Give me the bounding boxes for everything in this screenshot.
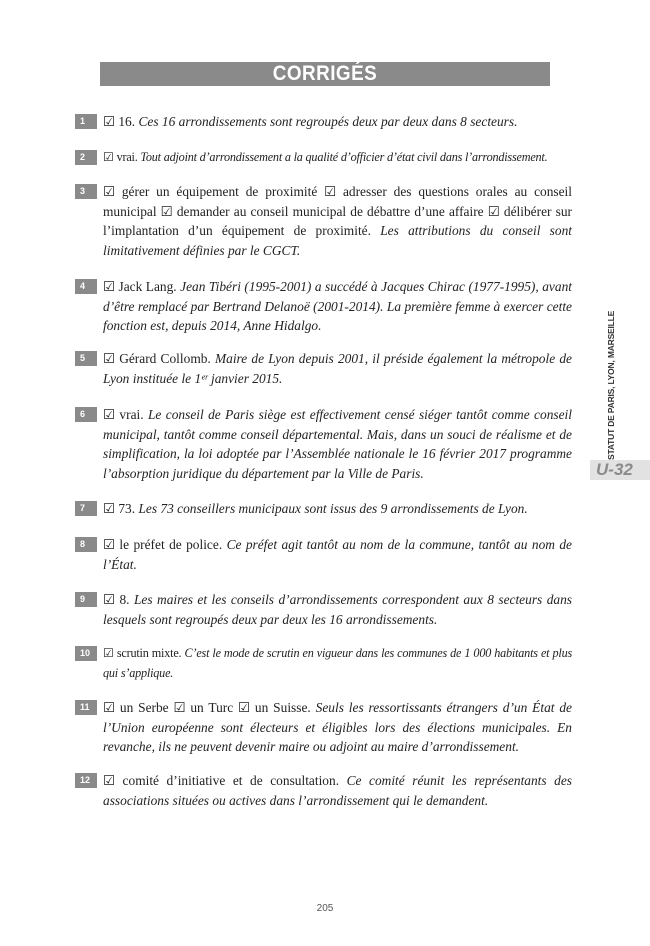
answer-item xyxy=(75,277,572,336)
answer-text xyxy=(103,277,572,336)
explanation-text: Ces 16 arrondissements sont regroupés deux par deux dans 8 secteurs. xyxy=(138,114,518,129)
explanation-text: Les maires et les conseils d’arrondissements correspondent aux 8 secteurs dans lesquels sont regroupés deux par deux les 16 arrondissements. xyxy=(103,592,572,627)
chapter-code: U-32 xyxy=(596,460,633,479)
answer-text xyxy=(103,349,572,388)
explanation-text: Jean Tibéri (1995-2001) a succédé à Jacques Chirac (1977-1995), avant d’être remplacé par Bertrand Delanoë (2001-2014). La première femme à exercer cette fonction est, depuis 2014, Anne Hidalgo. xyxy=(103,279,572,333)
answer-choice: ☑ gérer un équipement de proximité ☑ adresser des questions orales au conseil municipal ☑ demander au conseil municipal de débattre d’une affaire ☑ délibérer sur l’implantation d’un équipement de proximité. xyxy=(103,184,572,238)
answer-text xyxy=(103,148,572,168)
answer-text xyxy=(103,771,572,810)
answer-choice: ☑ un Serbe ☑ un Turc ☑ un Suisse. xyxy=(103,700,316,715)
explanation-text: Tout adjoint d’arrondissement a la qualité d’officier d’état civil dans l’arrondissement. xyxy=(140,150,548,164)
answer-item xyxy=(75,405,572,483)
answer-number: 7 xyxy=(75,501,97,516)
answer-number: 8 xyxy=(75,537,97,552)
answer-number: 1 xyxy=(75,114,97,129)
answer-item xyxy=(75,182,572,260)
answer-number: 6 xyxy=(75,407,97,422)
answer-item xyxy=(75,698,572,757)
answer-number: 12 xyxy=(75,773,97,788)
answer-text xyxy=(103,499,572,519)
answer-item xyxy=(75,112,572,132)
chapter-title: STATUT DE PARIS, LYON, MARSEILLE xyxy=(606,310,616,460)
explanation-text: Les 73 conseillers municipaux sont issus des 9 arrondissements de Lyon. xyxy=(138,501,528,516)
answer-choice: ☑ Jack Lang. xyxy=(103,279,181,294)
answer-item xyxy=(75,590,572,629)
answer-choice: ☑ scrutin mixte. xyxy=(103,646,185,660)
explanation-text: Ce préfet agit tantôt au nom de la commune, tantôt au nom de l’État. xyxy=(103,537,572,572)
explanation-text: Ce comité réunit les représentants des associations situées ou actives dans l’arrondissement qui le demandent. xyxy=(103,773,573,808)
answer-item xyxy=(75,499,572,519)
answer-text xyxy=(103,112,572,132)
explanation-text: Maire de Lyon depuis 2001, il préside également la métropole de Lyon instituée le 1ᵉʳ janvier 2015. xyxy=(103,351,572,386)
explanation-text: Seuls les ressortissants étrangers d’un État de l’Union européenne sont électeurs et éligibles lors des élections municipales. En revanche, ils ne peuvent devenir maire ou adjoint au maire d’arrondissement. xyxy=(103,700,572,754)
answer-text xyxy=(103,698,572,757)
answer-number: 2 xyxy=(75,150,97,165)
answer-text xyxy=(103,182,572,260)
answer-number: 11 xyxy=(75,700,97,715)
answer-item xyxy=(75,148,572,168)
page-title: CORRIGÉS xyxy=(100,62,550,86)
answer-choice: ☑ Gérard Collomb. xyxy=(103,351,215,366)
answer-text xyxy=(103,405,572,483)
page-number: 205 xyxy=(316,903,334,914)
answer-item xyxy=(75,644,572,683)
answer-choice: ☑ 73. xyxy=(103,501,139,516)
answer-number: 10 xyxy=(75,646,97,661)
answer-item xyxy=(75,771,572,810)
answer-choice: ☑ 16. xyxy=(103,114,139,129)
answer-number: 5 xyxy=(75,351,97,366)
answer-text xyxy=(103,535,572,574)
explanation-text: Le conseil de Paris siège est effectivement censé siéger tantôt comme conseil municipal, tantôt comme conseil départemental. Mais, dans un souci de réalisme et de simplification, la loi adoptée par l’Assemblée nationale le 16 février 2017 programme l’absorption juridique du département par la Ville de Paris. xyxy=(103,407,572,481)
answer-text xyxy=(103,590,572,629)
answer-choice: ☑ vrai. xyxy=(103,407,148,422)
answer-choice: ☑ comité d’initiative et de consultation. xyxy=(103,773,347,788)
explanation-text: C’est le mode de scrutin en vigueur dans les communes de 1 000 habitants et plus qui s’applique. xyxy=(103,646,573,680)
answer-number: 4 xyxy=(75,279,97,294)
answer-number: 3 xyxy=(75,184,97,199)
chapter-tab xyxy=(590,460,650,480)
answer-choice: ☑ le préfet de police. xyxy=(103,537,227,552)
answer-text xyxy=(103,644,572,683)
answer-number: 9 xyxy=(75,592,97,607)
answer-item xyxy=(75,349,572,388)
answer-choice: ☑ 8. xyxy=(103,592,134,607)
answer-item xyxy=(75,535,572,574)
answer-choice: ☑ vrai. xyxy=(103,150,141,164)
explanation-text: Les attributions du conseil sont limitativement définies par le CGCT. xyxy=(103,223,572,258)
